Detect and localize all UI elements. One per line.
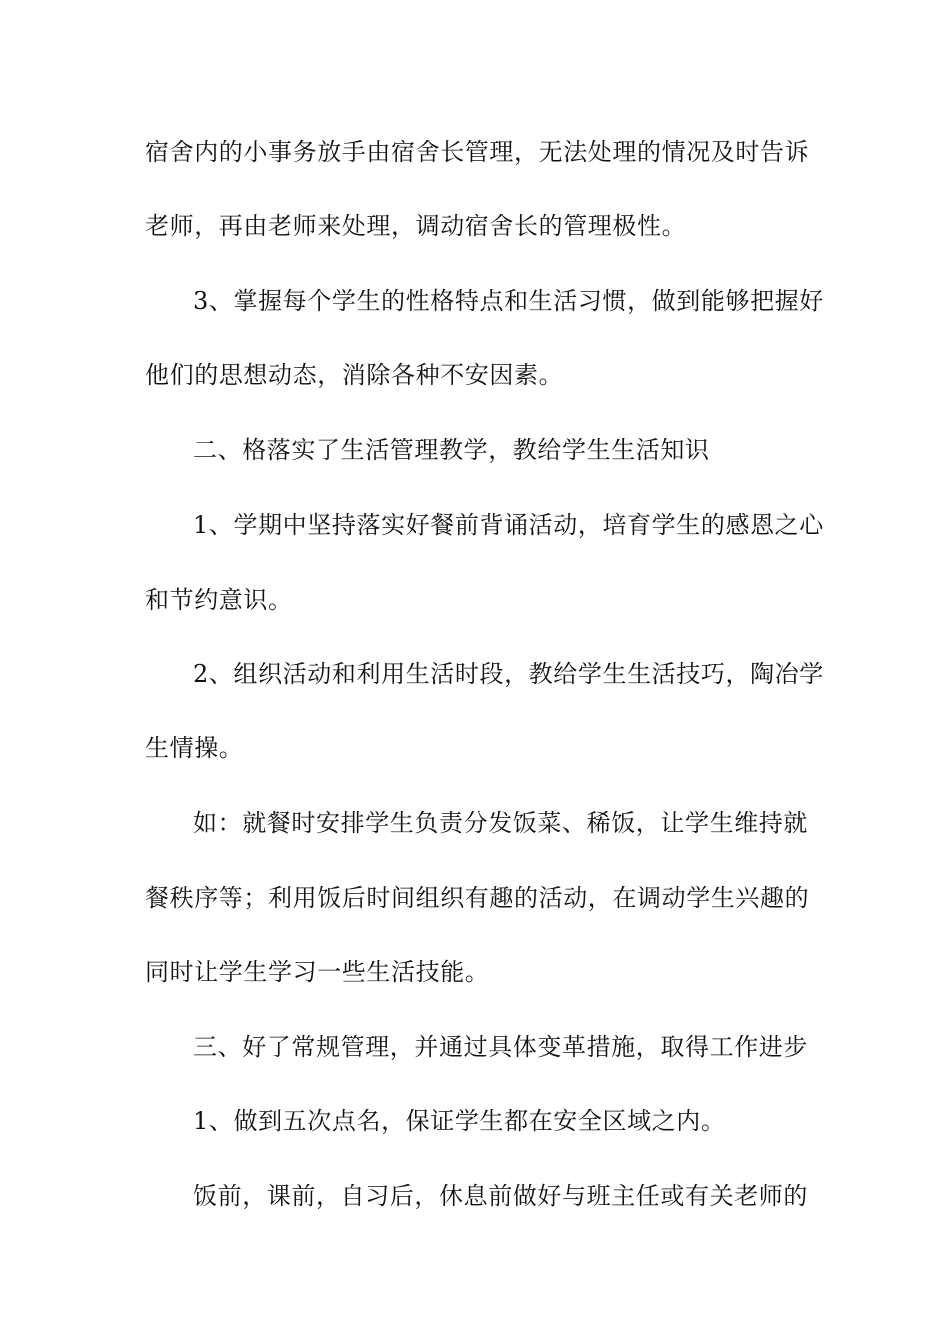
text-line: 他们的思想动态，消除各种不安因素。 bbox=[145, 361, 564, 389]
text-line: 如：就餐时安排学生负责分发饭菜、稀饭，让学生维持就 bbox=[193, 809, 808, 837]
text-line: 同时让学生学习一些生活技能。 bbox=[145, 958, 490, 986]
section-heading: 三、好了常规管理，并通过具体变革措施，取得工作进步 bbox=[193, 1033, 808, 1061]
text-line: 和节约意识。 bbox=[145, 586, 293, 614]
text-line: 1、学期中坚持落实好餐前背诵活动，培育学生的感恩之心 bbox=[193, 511, 824, 539]
text-line: 餐秩序等；利用饭后时间组织有趣的活动，在调动学生兴趣的 bbox=[145, 884, 810, 912]
section-heading: 二、格落实了生活管理教学，教给学生生活知识 bbox=[193, 436, 710, 464]
text-line: 饭前，课前，自习后，休息前做好与班主任或有关老师的 bbox=[193, 1182, 808, 1210]
text-line: 1、做到五次点名，保证学生都在安全区域之内。 bbox=[193, 1107, 726, 1135]
text-line: 生情操。 bbox=[145, 734, 244, 762]
text-line: 老师，再由老师来处理，调动宿舍长的管理极性。 bbox=[145, 212, 687, 240]
text-line: 2、组织活动和利用生活时段，教给学生生活技巧，陶冶学 bbox=[193, 660, 824, 688]
text-line: 宿舍内的小事务放手由宿舍长管理，无法处理的情况及时告诉 bbox=[145, 138, 810, 166]
text-line: 3、掌握每个学生的性格特点和生活习惯，做到能够把握好 bbox=[193, 287, 824, 315]
